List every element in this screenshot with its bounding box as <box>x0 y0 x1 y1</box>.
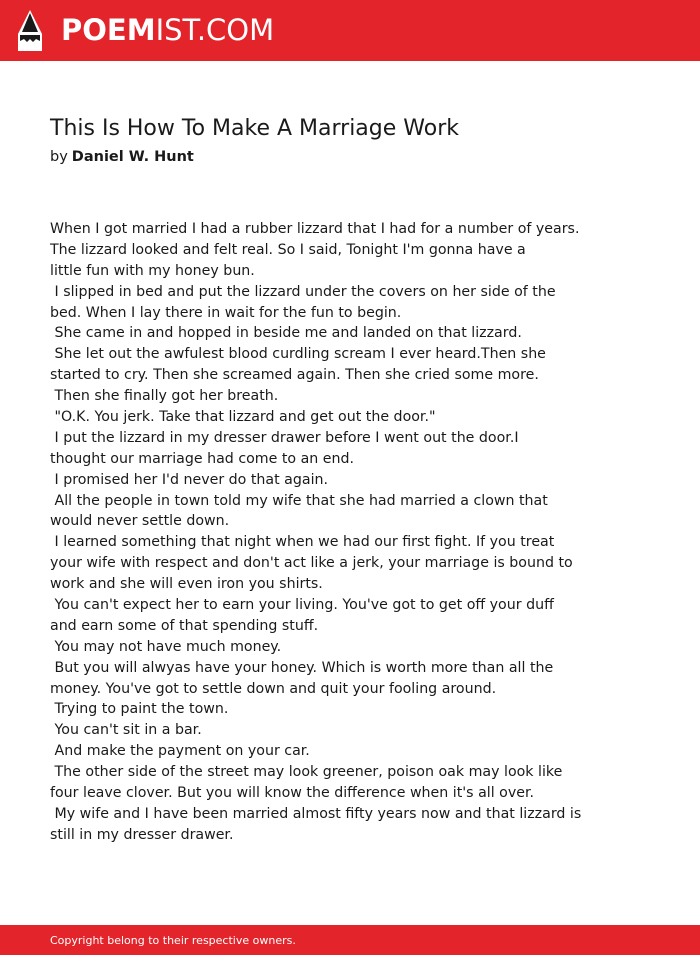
poem-line: The other side of the street may look greener, poison oak may look like <box>50 764 563 781</box>
poem-line: started to cry. Then she screamed again. Then she cried some more. <box>50 367 539 384</box>
poem-line: work and she will even iron you shirts. <box>50 576 323 593</box>
poem-line: I promised her I'd never do that again. <box>50 471 329 488</box>
pencil-tip-icon <box>18 10 42 51</box>
poem-line: She came in and hopped in beside me and landed on that lizzard. <box>50 325 522 342</box>
poem-line: Trying to paint the town. <box>50 701 229 718</box>
poem-line: I slipped in bed and put the lizzard under the covers on her side of the <box>50 283 556 300</box>
poem-line: your wife with respect and don't act like a jerk, your marriage is bound to <box>50 555 573 572</box>
byline <box>50 149 194 165</box>
poem-line: money. You've got to settle down and quit your fooling around. <box>50 680 497 697</box>
by-label: by <box>50 149 68 165</box>
poem-line: four leave clover. But you will know the difference when it's all over. <box>50 785 535 802</box>
poem-line: The lizzard looked and felt real. So I said, Tonight I'm gonna have a <box>50 241 526 258</box>
logo-text-light: IST.COM <box>155 13 275 47</box>
poem-line: I learned something that night when we had our first fight. If you treat <box>50 534 555 551</box>
poem-line: But you will alwyas have your honey. Which is worth more than all the <box>50 659 554 676</box>
poem-line: And make the payment on your car. <box>50 743 310 760</box>
poem-line: still in my dresser drawer. <box>50 826 234 843</box>
site-logo[interactable] <box>61 12 274 48</box>
logo-text-bold: POEM <box>61 13 156 47</box>
poem-line: When I got married I had a rubber lizzard that I had for a number of years. <box>50 221 580 237</box>
author-name: Daniel W. Hunt <box>71 149 194 165</box>
poem-line: She let out the awfulest blood curdling scream I ever heard.Then she <box>50 346 546 363</box>
copyright-text: Copyright belong to their respective owners. <box>50 934 296 947</box>
poem-line: little fun with my honey bun. <box>50 262 255 279</box>
poem-line: You may not have much money. <box>50 638 282 655</box>
poem-line: My wife and I have been married almost fifty years now and that lizzard is <box>50 805 582 822</box>
poem-line: You can't expect her to earn your living. You've got to get off your duff <box>50 597 554 614</box>
poem-line: I put the lizzard in my dresser drawer before I went out the door.I <box>50 429 519 446</box>
poem-line: "O.K. You jerk. Take that lizzard and get out the door." <box>50 409 436 426</box>
poem-line: All the people in town told my wife that she had married a clown that <box>50 492 548 509</box>
poem-line: bed. When I lay there in wait for the fun to begin. <box>50 304 402 321</box>
poem-line: and earn some of that spending stuff. <box>50 617 319 634</box>
site-footer <box>0 925 700 955</box>
poem-title: This Is How To Make A Marriage Work <box>50 116 459 141</box>
poem-body <box>50 219 650 846</box>
poem-line: thought our marriage had come to an end. <box>50 450 355 467</box>
poem-line: would never settle down. <box>50 513 230 530</box>
site-header <box>0 0 700 61</box>
poem-line: You can't sit in a bar. <box>50 722 202 739</box>
poem-line: Then she finally got her breath. <box>50 388 279 405</box>
